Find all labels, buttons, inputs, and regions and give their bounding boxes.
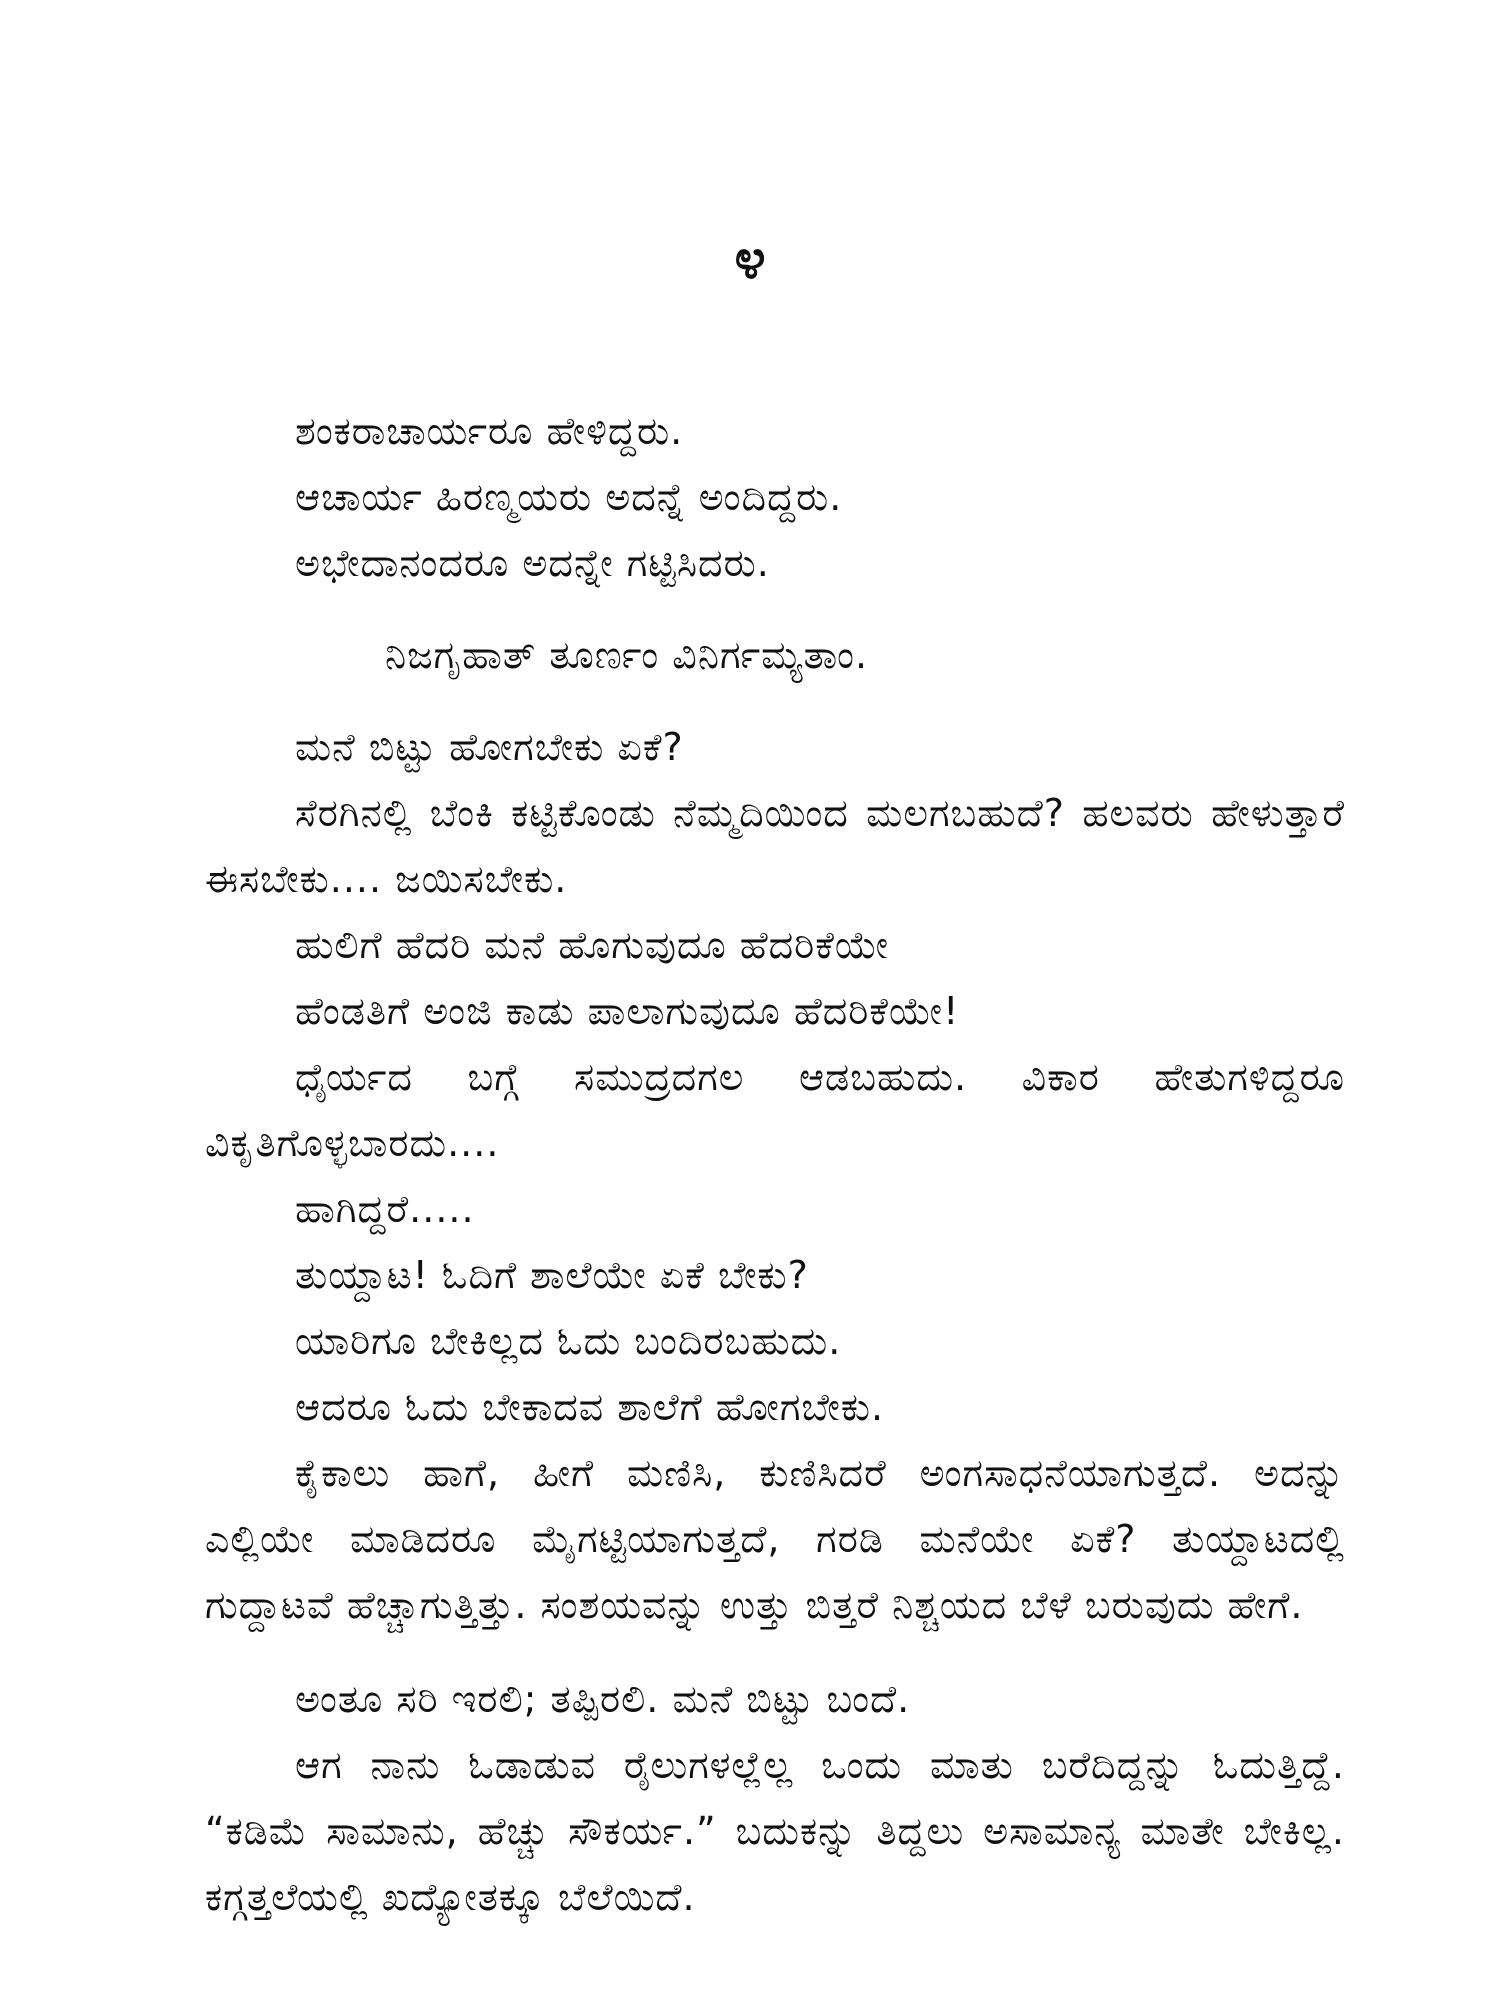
paragraph: ತುಯ್ದಾಟ! ಓದಿಗೆ ಶಾಲೆಯೇ ಏಕೆ ಬೇಕು? (295, 1253, 809, 1297)
paragraph: ಕೈಕಾಲು ಹಾಗೆ, ಹೀಗೆ ಮಣಿಸಿ, ಕುಣಿಸಿದರೆ ಅಂಗಸಾಧನೆಯಾಗುತ್ತದೆ. ಅದನ್ನು ಎಲ್ಲಿಯೇ ಮಾಡಿದರೂ ಮೈಗಟ್ಟಿಯಾಗುತ್ತದೆ, ಗರಡಿ ಮನೆಯೇ ಏಕೆ? ತುಯ್ದಾಟದಲ್ಲಿ ಗುದ್ದಾಟವೆ ಹೆಚ್ಚಾಗುತ್ತಿತ್ತು. ಸಂಶಯವನ್ನು ಉತ್ತು ಬಿತ್ತರೆ ನಿಶ್ಚಯದ ಬೆಳೆ ಬರುವುದು ಹೇಗೆ. (205, 1451, 1345, 1627)
paragraph: ಆದರೂ ಓದು ಬೇಕಾದವ ಶಾಲೆಗೆ ಹೋಗಬೇಕು. (295, 1385, 885, 1429)
sanskrit-verse: ನಿಜಗೃಹಾತ್ ತೂರ್ಣಂ ವಿನಿರ್ಗಮ್ಯತಾಂ. (385, 633, 869, 677)
paragraph: ಅಭೇದಾನಂದರೂ ಅದನ್ನೇ ಗಟ್ಟಿಸಿದರು. (295, 541, 770, 585)
paragraph: ಮನೆ ಬಿಟ್ಟು ಹೋಗಬೇಕು ಏಕೆ? (295, 725, 684, 769)
chapter-number: ೪ (734, 227, 766, 292)
paragraph: ಹಾಗಿದ್ದರೆ..... (295, 1187, 475, 1231)
paragraph: ಯಾರಿಗೂ ಬೇಕಿಲ್ಲದ ಓದು ಬಂದಿರಬಹುದು. (295, 1319, 842, 1363)
paragraph: ಅಂತೂ ಸರಿ ಇರಲಿ; ತಪ್ಪಿರಲಿ. ಮನೆ ಬಿಟ್ಟು ಬಂದೆ. (295, 1677, 911, 1721)
paragraph: ಆಚಾರ್ಯ ಹಿರಣ್ಮಯರು ಅದನ್ನೆ ಅಂದಿದ್ದರು. (295, 475, 843, 519)
chapter-body (205, 398, 1345, 1930)
paragraph: ಹುಲಿಗೆ ಹೆದರಿ ಮನೆ ಹೊಗುವುದೂ ಹೆದರಿಕೆಯೇ (295, 923, 890, 967)
paragraph: ಆಗ ನಾನು ಓಡಾಡುವ ರೈಲುಗಳಲ್ಲೆಲ್ಲ ಒಂದು ಮಾತು ಬರೆದಿದ್ದನ್ನು ಓದುತ್ತಿದ್ದೆ. “ಕಡಿಮೆ ಸಾಮಾನು, ಹೆಚ್ಚು ಸೌಕರ್ಯ.” ಬದುಕನ್ನು ತಿದ್ದಲು ಅಸಾಮಾನ್ಯ ಮಾತೇ ಬೇಕಿಲ್ಲ. ಕಗ್ಗತ್ತಲೆಯಲ್ಲಿ ಖದ್ಯೋತಕ್ಕೂ ಬೆಲೆಯಿದೆ. (205, 1743, 1345, 1919)
paragraph: ಶಂಕರಾಚಾರ್ಯರೂ ಹೇಳಿದ್ದರು. (295, 409, 684, 453)
paragraph: ಸೆರಗಿನಲ್ಲಿ ಬೆಂಕಿ ಕಟ್ಟಿಕೊಂಡು ನೆಮ್ಮದಿಯಿಂದ ಮಲಗಬಹುದೆ? ಹಲವರು ಹೇಳುತ್ತಾರೆ ಈಸಬೇಕು.... ಜಯಿಸಬೇಕು. (205, 791, 1345, 901)
paragraph: ಹೆಂಡತಿಗೆ ಅಂಜಿ ಕಾಡು ಪಾಲಾಗುವುದೂ ಹೆದರಿಕೆಯೇ! (295, 989, 960, 1033)
paragraph: ಧೈರ್ಯದ ಬಗ್ಗೆ ಸಮುದ್ರದಗಲ ಆಡಬಹುದು. ವಿಕಾರ ಹೇತುಗಳಿದ್ದರೂ ವಿಕೃತಿಗೊಳ್ಳಬಾರದು.... (205, 1055, 1345, 1165)
